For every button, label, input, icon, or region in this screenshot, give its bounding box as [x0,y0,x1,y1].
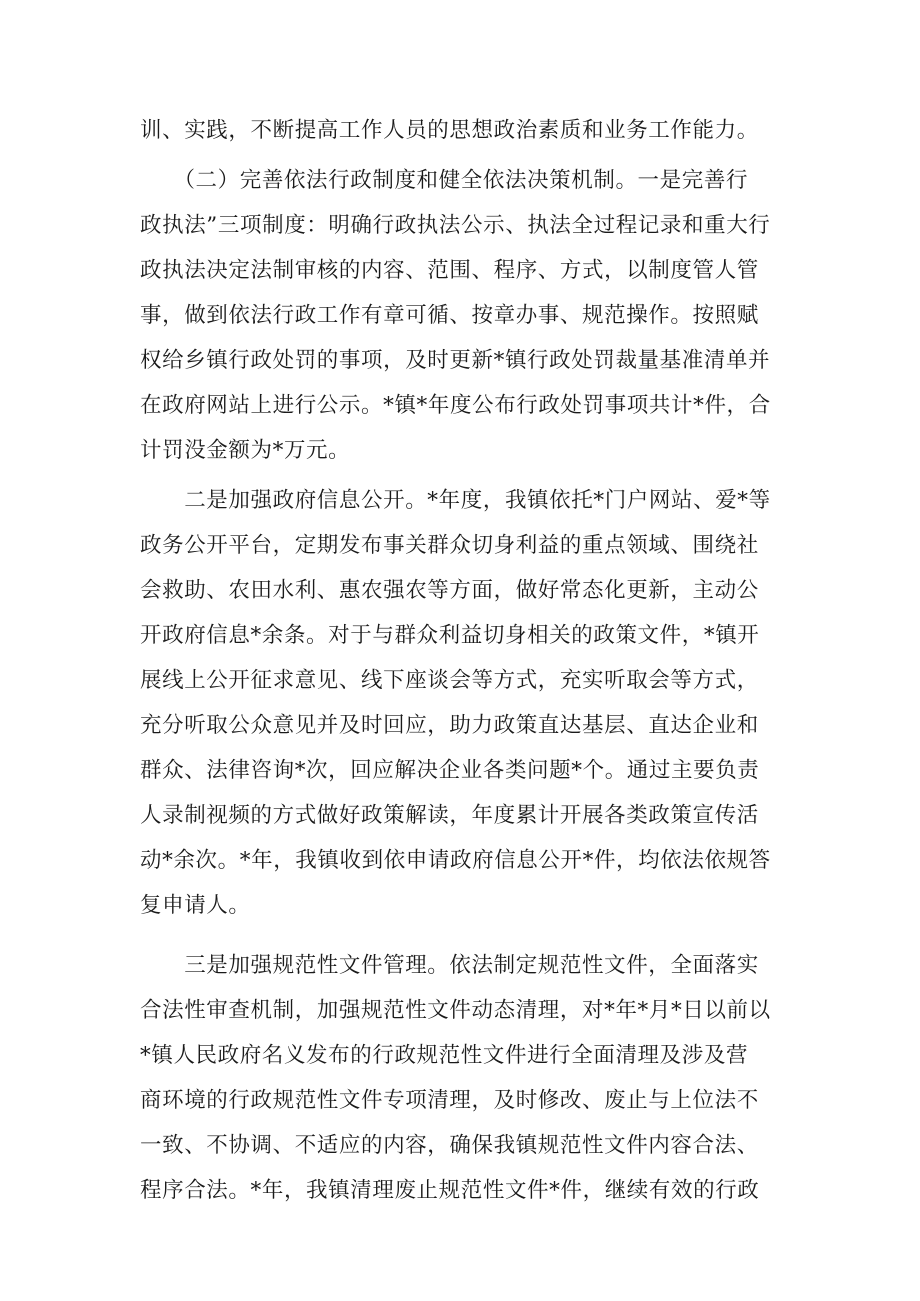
text-line: 开政府信息*余条。对于与群众利益切身相关的政策文件，*镇开 [140,623,760,648]
text-line: *镇人民政府名义发布的行政规范性文件进行全面清理及涉及营 [140,1043,749,1068]
text-line: 政执法决定法制审核的内容、范围、程序、方式，以制度管人管 [140,258,759,283]
text-line: 会救助、农田水利、惠农强农等方面，做好常态化更新，主动公 [140,578,759,603]
text-line: 计罚没金额为*万元。 [140,438,351,463]
text-line: 商环境的行政规范性文件专项清理，及时修改、废止与上位法不 [140,1088,759,1113]
text-line: 程序合法。*年，我镇清理废止规范性文件*件，继续有效的行政 [140,1178,760,1203]
text-line: 充分听取公众意见并及时回应，助力政策直达基层、直达企业和 [140,713,759,738]
text-line: 政务公开平台，定期发布事关群众切身利益的重点领域、围绕社 [140,533,759,558]
text-line: 权给乡镇行政处罚的事项，及时更新*镇行政处罚裁量基准清单并 [140,348,771,373]
text-line: 动*余次。*年，我镇收到依申请政府信息公开*件，均依法依规答 [140,848,771,873]
text-line: 人录制视频的方式做好政策解读，年度累计开展各类政策宣传活 [140,803,759,828]
text-line: 二是加强政府信息公开。*年度，我镇依托*门户网站、爱*等 [140,488,771,513]
text-line: 三是加强规范性文件管理。依法制定规范性文件，全面落实 [140,953,759,978]
text-line: 在政府网站上进行公示。*镇*年度公布行政处罚事项共计*件，合 [140,393,771,418]
text-line: 训、实践，不断提高工作人员的思想政治素质和业务工作能力。 [140,118,759,143]
text-line: （二）完善依法行政制度和健全依法决策机制。一是完善行 [140,168,749,193]
text-line: 群众、法律咨询*次，回应解决企业各类问题*个。通过主要负责 [140,758,760,783]
text-line: 复申请人。 [140,893,251,918]
text-line: 展线上公开征求意见、线下座谈会等方式，充实听取会等方式， [140,668,759,693]
text-line: 一致、不协调、不适应的内容，确保我镇规范性文件内容合法、 [140,1133,759,1158]
text-line: 事，做到依法行政工作有章可循、按章办事、规范操作。按照赋 [140,303,759,328]
text-line: 合法性审查机制，加强规范性文件动态清理，对*年*月*日以前以 [140,998,771,1023]
text-line: 政执法”三项制度：明确行政执法公示、执法全过程记录和重大行 [140,213,771,238]
